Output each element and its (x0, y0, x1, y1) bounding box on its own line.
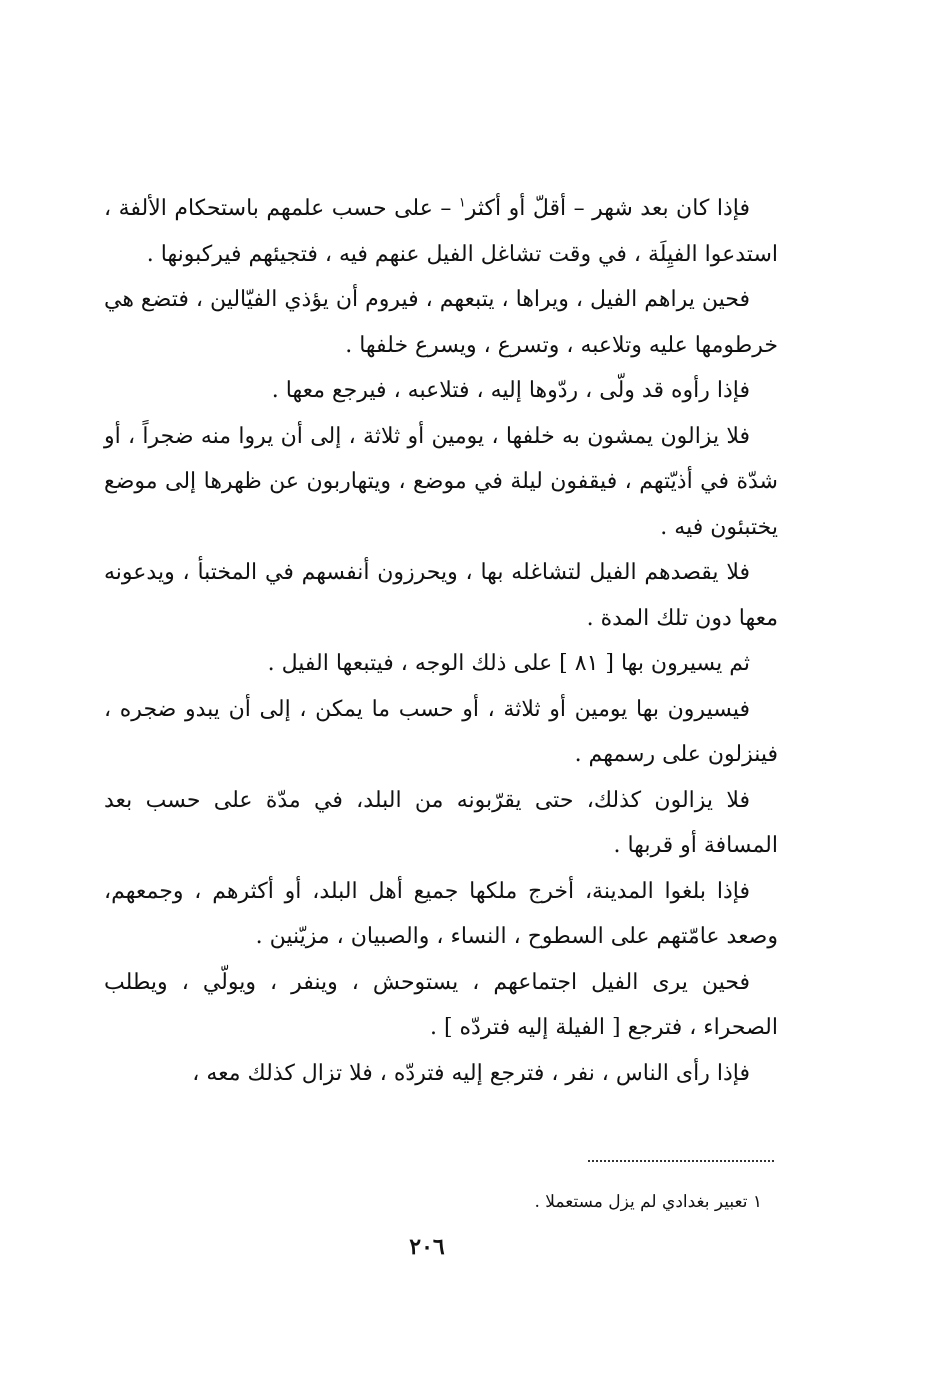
paragraph-text-end: – على حسب علمهم باستحكام الألفة ، استدعوا الفيِلَة ، في وقت تشاغل الفيل عنهم فيه ، فتجيئهم فيركبونها . (104, 196, 778, 267)
paragraph: فلا يزالون كذلك، حتى يقرّبونه من البلد، في مدّة على حسب بعد المسافة أو قربها . (104, 787, 778, 858)
footnote: ١ تعبير بغدادي لم يزل مستعملا . (534, 1192, 762, 1212)
paragraph (104, 186, 778, 277)
paragraph: فلا يزالون يمشون به خلفها ، يومين أو ثلاثة ، إلى أن يروا منه ضجراً ، أو شدّة في أذيّتهم ، فيقفون ليلة في موضع ، ويتهاربون عن ظهرها إلى موضع يختبئون فيه . (104, 423, 778, 540)
body-text (104, 186, 778, 1096)
paragraph: فحين يراهم الفيل ، ويراها ، يتبعهم ، فيروم أن يؤذي الفيّالين ، فتضع هي خرطومها عليه وتلاعبه ، وتسرع ، ويسرع خلفها . (104, 287, 778, 358)
paragraph-text-start: فإذا كان بعد شهر – أقلّ أو أكثر (465, 196, 750, 221)
paragraph: فيسيرون بها يومين أو ثلاثة ، أو حسب ما يمكن ، إلى أن يبدو ضجره ، فينزلون على رسمهم . (104, 696, 778, 767)
paragraph: فإذا رأوه قد ولّى ، ردّوها إليه ، فتلاعبه ، فيرجع معها . (271, 378, 750, 403)
footnote-divider (588, 1160, 774, 1162)
paragraph: فإذا رأى الناس ، نفر ، فترجع إليه فتردّه ، فلا تزال كذلك معه ، (192, 1060, 750, 1086)
paragraph: ثم يسيرون بها [ ٨١ ] على ذلك الوجه ، فيتبعها الفيل . (267, 651, 750, 676)
footnote-marker: ١ (458, 195, 466, 211)
paragraph: فإذا بلغوا المدينة، أخرج ملكها جميع أهل البلد، أو أكثرهم ، وجمعهم، وصعد عامّتهم على السطوح ، النساء ، والصبيان ، مزيّنين . (104, 878, 778, 949)
paragraph: فحين يرى الفيل اجتماعهم ، يستوحش ، وينفر ، ويولّي ، ويطلب الصحراء ، فترجع [ الفيلة إليه فتردّه ] . (104, 969, 778, 1040)
page-number: ٢٠٦ (409, 1234, 445, 1260)
paragraph: فلا يقصدهم الفيل لتشاغله بها ، ويحرزون أنفسهم في المختبأ ، ويدعونه معها دون تلك المدة . (104, 560, 778, 631)
